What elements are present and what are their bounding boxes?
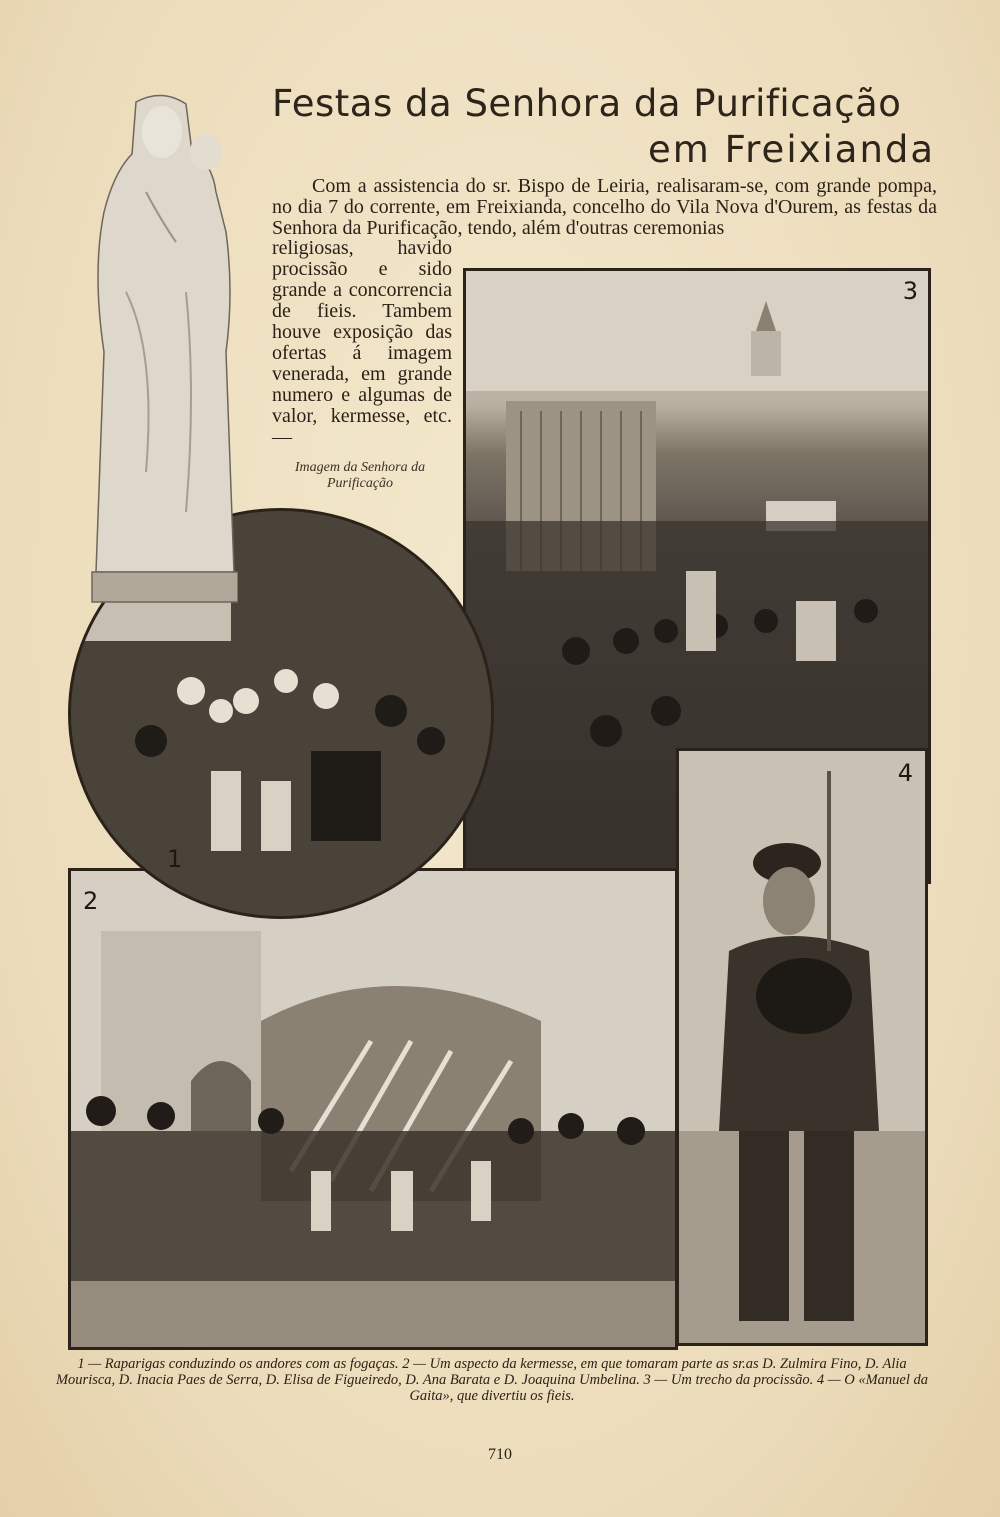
photo-number-2: 2	[83, 887, 99, 915]
photo-number-4: 4	[897, 759, 913, 787]
photo-number-1: 1	[167, 845, 183, 873]
article-title-line-1: Festas da Senhora da Purificação	[272, 82, 902, 125]
page-number: 710	[488, 1446, 512, 1463]
photo-kermesse	[68, 868, 678, 1350]
statue-image	[86, 92, 238, 612]
virgin-and-child-statue-illustration	[86, 92, 238, 612]
kermesse-illustration	[71, 871, 675, 1347]
statue-caption: Imagem da Senhora da Purificação	[294, 460, 426, 491]
photo-number-3: 3	[902, 277, 918, 305]
bagpiper-illustration	[679, 751, 925, 1343]
photos-caption: 1 — Raparigas conduzindo os andores com as fogaças. 2 — Um aspecto da kermesse, em que tomaram parte as sr.as D. Zulmira Fino, D. Alia Mourisca, D. Inacia Paes de Serra, D. Elisa de Figueiredo, D. Ana Barata e D. Joaquina Umbelina. 3 — Um trecho da procissão. 4 — O «Manuel da Gaita», que divertiu os fieis.	[55, 1356, 929, 1404]
photo-bagpiper	[676, 748, 928, 1346]
article-body-narrow: religiosas, havido procissão e sido grande a concorrencia de fieis. Tambem houve exposição das ofertas á imagem venerada, em grande numero e algumas de valor, kermesse, etc. —	[272, 237, 452, 448]
article-body-wide: Com a assistencia do sr. Bispo de Leiria, realisaram-se, com grande pompa, no dia 7 do corrente, em Freixianda, concelho do Vila Nova d'Ourem, as festas da Senhora da Purificação, tendo, além d'outras ceremonias	[272, 175, 937, 239]
article-title-line-2: em Freixianda	[648, 128, 936, 171]
